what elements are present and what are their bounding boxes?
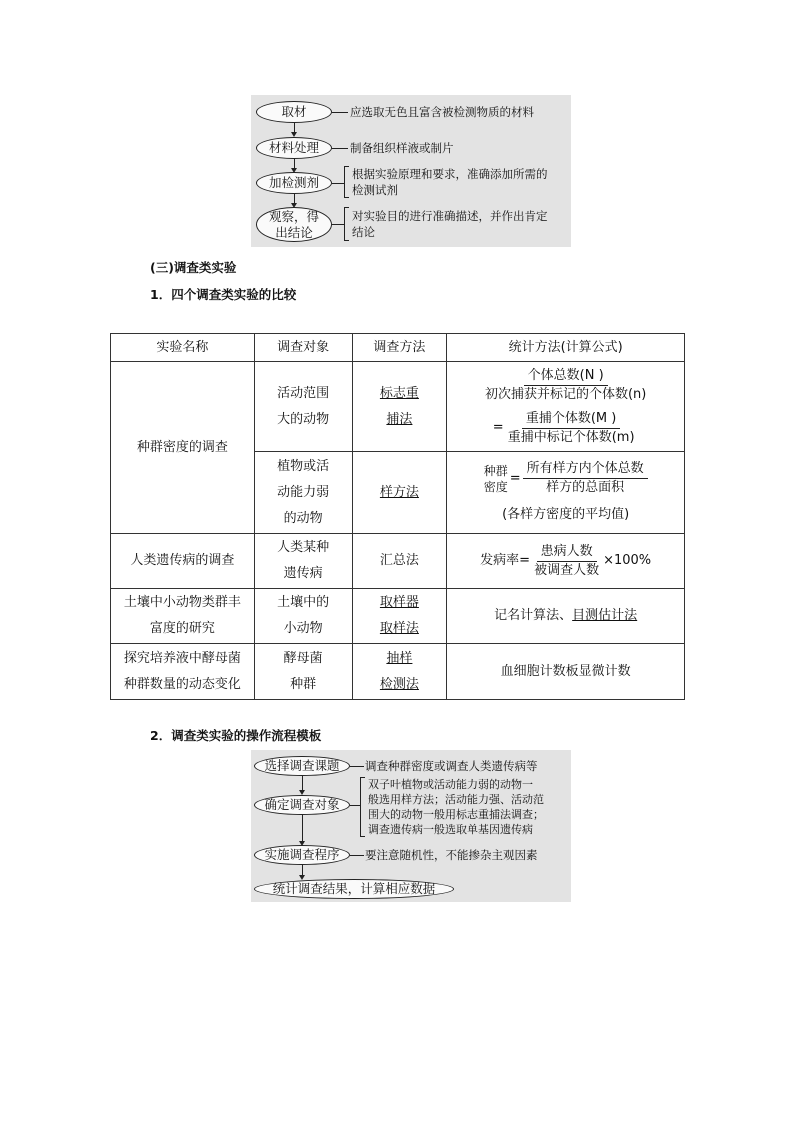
desc-line: 调查遗传病一般选取单基因遗传病	[368, 823, 533, 836]
flowchart-experiment-steps	[251, 95, 571, 247]
flow-step-add-reagent	[256, 172, 332, 194]
survey-object	[254, 589, 352, 644]
cell-line: 种群	[290, 676, 317, 692]
flow-step-label: 加检测剂	[268, 175, 319, 190]
survey-method: 汇总法	[352, 534, 447, 589]
formula-note: (各样方密度的平均值)	[502, 507, 630, 522]
formula-lhs	[484, 463, 508, 495]
flow-step-label: 选择调查课题	[264, 758, 340, 773]
desc-line: 围大的动物一般用标志重捕法调查；	[368, 808, 544, 821]
flow-step-sampling	[256, 101, 332, 123]
flow-step-label: 确定调查对象	[264, 797, 340, 812]
cell-line: 检测法	[379, 676, 419, 692]
connector-line	[332, 224, 344, 225]
desc-line: 对实验目的进行准确描述，并作出肯定	[352, 209, 548, 223]
fraction-numerator: 所有样方内个体总数	[523, 460, 648, 479]
bracket	[360, 777, 365, 837]
cell-text: 记名计算法、	[494, 608, 573, 623]
fraction-denominator: 样方的总面积	[546, 480, 625, 495]
cell-line: 抽样	[386, 650, 413, 666]
flow-step-statistics	[254, 879, 454, 899]
flow-step-desc: 要注意随机性，不能掺杂主观因素	[365, 848, 538, 862]
experiment-name: 人类遗传病的调查	[111, 534, 255, 589]
arrow-down-icon	[299, 875, 305, 880]
subsection-title: 2．调查类实验的操作流程模板	[150, 728, 322, 743]
bracket	[344, 207, 349, 241]
survey-method	[352, 362, 447, 452]
statistic-method	[447, 589, 685, 644]
cell-line: 种群数量的动态变化	[123, 676, 241, 692]
desc-line: 般选用样方法；活动能力强、活动范	[368, 793, 544, 806]
flowchart-survey-steps	[251, 750, 571, 902]
flow-step-conclusion	[256, 207, 332, 242]
cell-line: 捕法	[386, 411, 413, 427]
flow-step-label: 取材	[281, 104, 307, 119]
cell-line: 大的动物	[277, 411, 330, 427]
cell-line: 的动物	[283, 510, 323, 526]
flow-step-label: 观察，得	[268, 208, 319, 224]
section-title: (三)调查类实验	[150, 260, 237, 275]
desc-line: 双子叶植物或活动能力弱的动物一	[368, 778, 533, 791]
formula-mark-recapture-2	[449, 410, 682, 447]
experiment-name	[111, 644, 255, 700]
experiment-name: 种群密度的调查	[111, 362, 255, 534]
statistic-formula	[447, 452, 685, 534]
desc-line: 结论	[352, 225, 375, 239]
cell-line: 取样器	[379, 595, 419, 610]
connector-line	[302, 776, 303, 791]
fraction-denominator: 重捕中标记个体数(m)	[507, 429, 635, 445]
flow-step-processing	[256, 137, 332, 159]
flow-step-implement	[254, 845, 350, 865]
column-header: 实验名称	[111, 334, 255, 362]
formula-lhs: 发病率=	[480, 553, 531, 568]
flow-step-desc	[352, 166, 548, 198]
statistic-method: 血细胞计数板显微计数	[447, 644, 685, 700]
fraction-numerator: 重捕个体数(M )	[522, 410, 621, 429]
flow-step-label: 实施调查程序	[264, 847, 340, 862]
flow-step-determine-object	[254, 795, 350, 815]
survey-method: 样方法	[352, 452, 447, 534]
equals-sign: =	[509, 470, 521, 486]
table-row	[111, 534, 685, 589]
fraction-denominator: 初次捕获并标记的个体数(n)	[484, 386, 647, 402]
survey-object	[254, 534, 352, 589]
subsection-title: 1．四个调查类实验的比较	[150, 287, 297, 302]
experiment-name	[111, 589, 255, 644]
cell-line: 动能力弱	[277, 484, 330, 500]
statistic-formula	[447, 534, 685, 589]
cell-line: 人类某种	[277, 540, 330, 555]
formula-mark-recapture-1	[449, 367, 682, 404]
column-header: 统计方法(计算公式)	[447, 334, 685, 362]
fraction	[481, 367, 650, 404]
cell-line: 标志重	[379, 385, 419, 401]
flow-step-label: 统计调查结果，计算相应数据	[272, 881, 436, 896]
connector-line	[350, 805, 360, 806]
desc-line: 检测试剂	[352, 183, 398, 197]
fraction	[504, 410, 639, 447]
fraction-numerator: 个体总数(N )	[524, 367, 608, 386]
table-row	[111, 362, 685, 452]
formula-incidence	[449, 543, 682, 580]
connector-line	[350, 855, 364, 856]
cell-line: 植物或活	[277, 458, 330, 474]
flow-step-desc: 应选取无色且富含被检测物质的材料	[350, 105, 534, 119]
desc-line: 根据实验原理和要求，准确添加所需的	[352, 167, 548, 181]
survey-object	[254, 362, 352, 452]
cell-line: 土壤中小动物类群丰	[123, 595, 241, 610]
flow-step-desc	[368, 777, 544, 837]
table-header-row	[111, 334, 685, 362]
connector-line	[332, 183, 344, 184]
cell-line: 小动物	[283, 621, 323, 636]
flow-step-label: 材料处理	[268, 140, 319, 155]
comparison-table	[110, 333, 685, 700]
statistic-formula	[447, 362, 685, 452]
connector-line	[302, 815, 303, 842]
fraction-denominator: 被调查人数	[534, 562, 600, 578]
connector-line	[350, 766, 364, 767]
cell-line: 活动范围	[277, 385, 330, 401]
formula-lhs-line: 密度	[483, 479, 508, 494]
column-header: 调查方法	[352, 334, 447, 362]
flow-step-desc: 调查种群密度或调查人类遗传病等	[365, 759, 538, 773]
table-row	[111, 644, 685, 700]
flow-step-choose-topic	[254, 756, 350, 776]
column-header: 调查对象	[254, 334, 352, 362]
flow-step-label: 出结论	[275, 224, 313, 240]
connector-line	[332, 112, 348, 113]
survey-object	[254, 452, 352, 534]
cell-line: 探究培养液中酵母菌	[123, 650, 241, 666]
survey-method	[352, 589, 447, 644]
bracket	[344, 166, 349, 198]
fraction-numerator: 患病人数	[537, 543, 597, 562]
formula-rhs: ×100%	[603, 553, 652, 568]
flow-step-desc: 制备组织样液或制片	[350, 141, 454, 155]
table-row	[111, 589, 685, 644]
survey-object	[254, 644, 352, 700]
cell-line: 取样法	[379, 621, 419, 636]
formula-quadrat	[449, 460, 682, 497]
cell-line: 酵母菌	[283, 650, 323, 666]
cell-line: 遗传病	[283, 566, 323, 581]
formula-lhs-line: 种群	[483, 463, 508, 478]
cell-text-underlined: 目测估计法	[572, 608, 638, 623]
survey-method	[352, 644, 447, 700]
flow-step-desc	[352, 208, 548, 240]
connector-line	[332, 148, 348, 149]
fraction	[523, 460, 648, 497]
cell-line: 富度的研究	[149, 621, 215, 636]
fraction	[530, 543, 603, 580]
equals-sign: =	[492, 420, 504, 435]
cell-line: 土壤中的	[277, 595, 330, 610]
